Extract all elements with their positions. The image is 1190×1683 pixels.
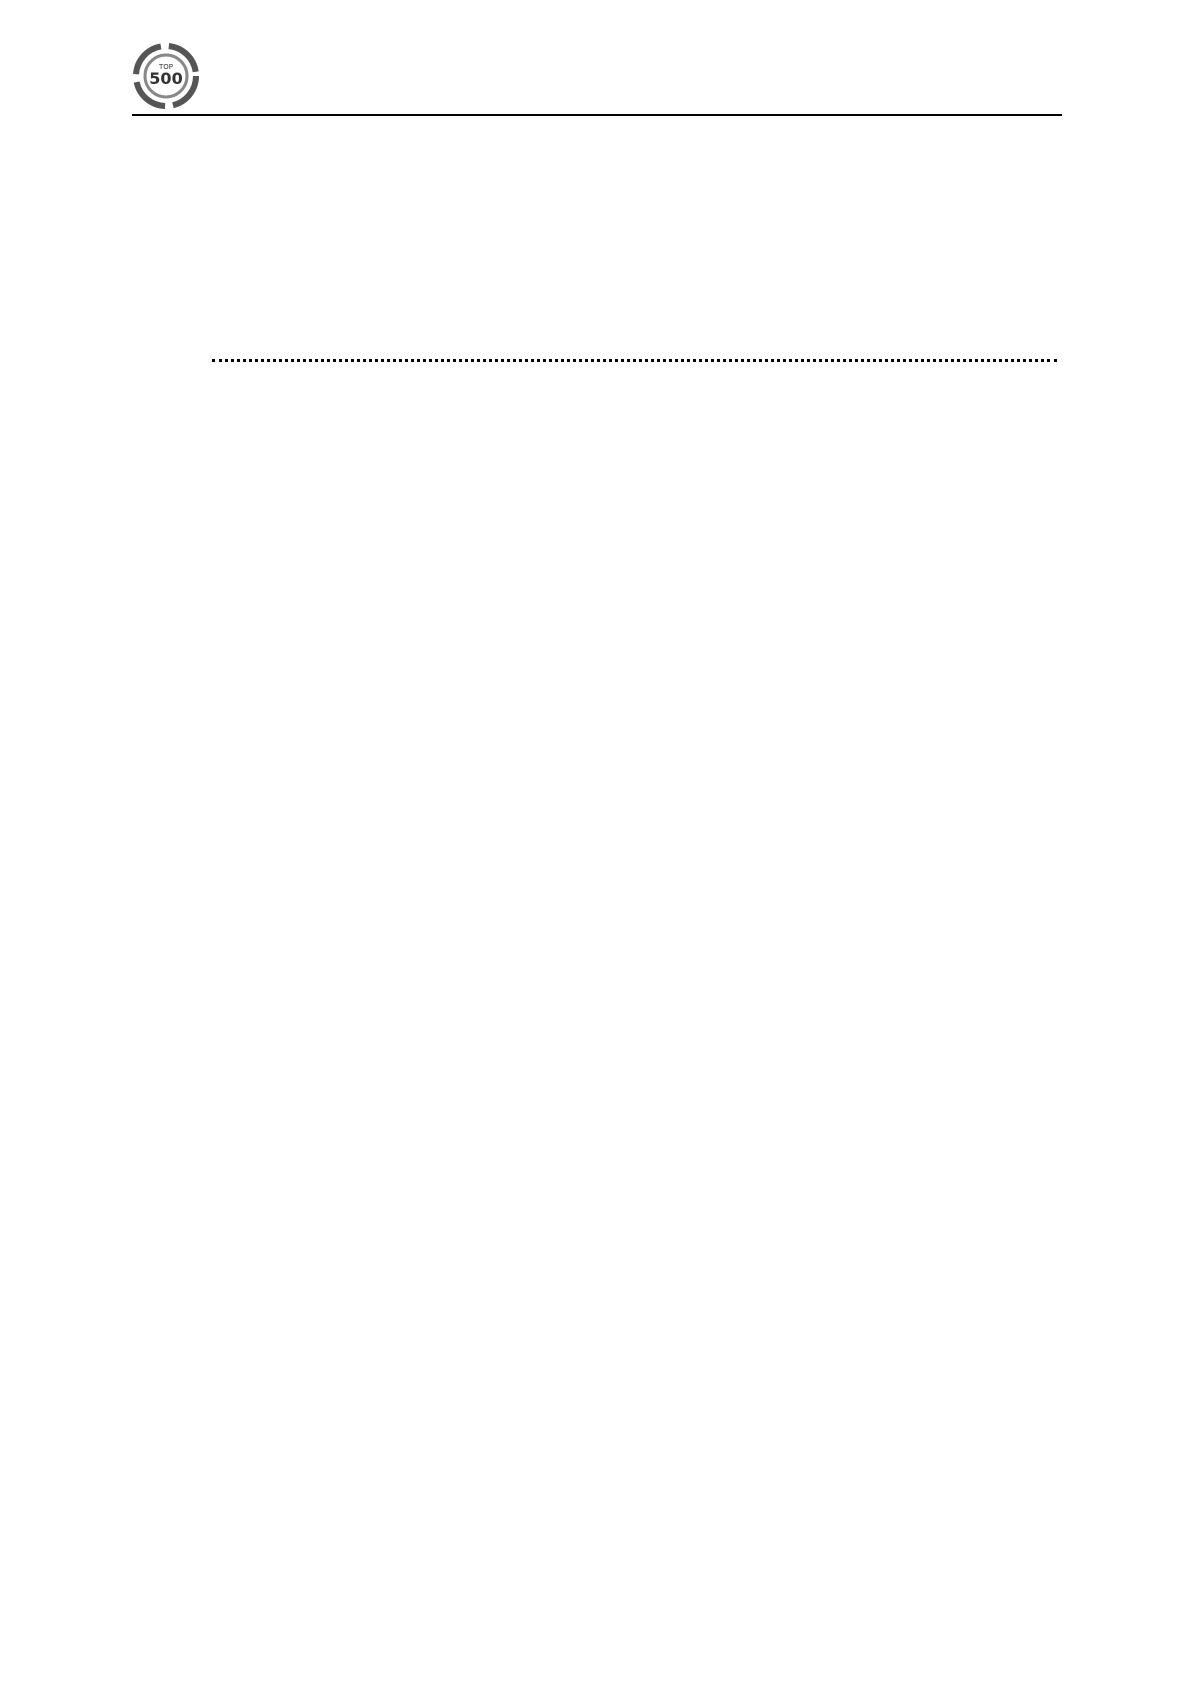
header-divider [132, 114, 1062, 116]
page-header [132, 42, 1062, 118]
toc-leader [212, 358, 1057, 362]
top500-logo-icon [132, 42, 200, 110]
svg-text:TOP: TOP [158, 63, 174, 71]
svg-text:500: 500 [149, 69, 183, 88]
toc-entry-preface[interactable] [136, 326, 1061, 372]
